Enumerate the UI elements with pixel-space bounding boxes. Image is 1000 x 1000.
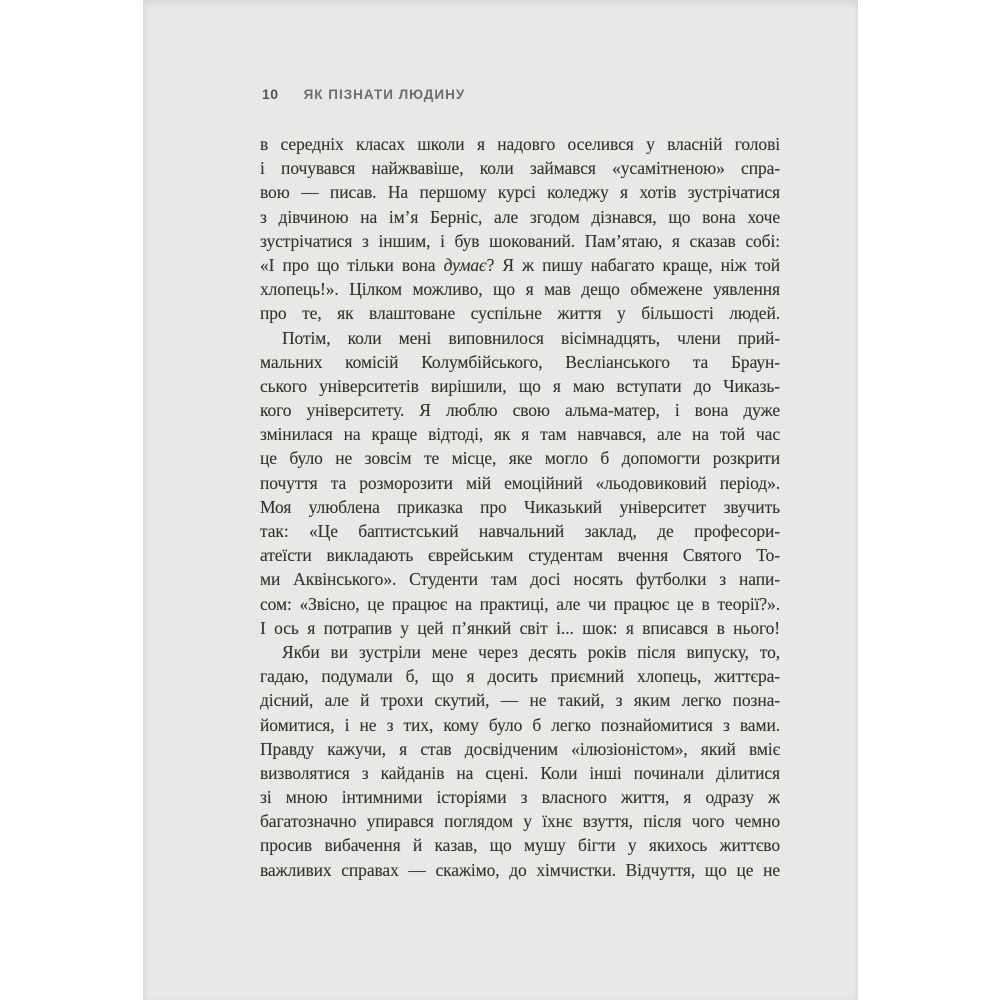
text-line: зустрічатися з іншим, і був шокований. Пам’ятаю, я сказав собі: xyxy=(260,230,780,251)
text-line: Правду кажучи, я став досвідченим «ілюзіоністом», який вміє xyxy=(260,738,780,759)
text-line: Потім, коли мені виповнилося вісімнадцять, члени прий- xyxy=(282,327,780,348)
text-line: це було не зовсім те місце, яке могло б допомогти розкрити xyxy=(260,448,780,469)
text-line: Моя улюблена приказка про Чиказький університет звучить xyxy=(260,496,780,517)
text-segment: «І про що тільки вона xyxy=(260,254,444,275)
text-line: і почувався найжвавіше, коли займався «усамітненою» спра- xyxy=(260,158,780,179)
running-title: ЯК ПІЗНАТИ ЛЮДИНУ xyxy=(303,87,466,102)
text-line: так: «Це баптистський навчальний заклад, де професори- xyxy=(260,521,780,541)
text-line: дісний, але й трохи скутий, — не такий, з яким легко позна- xyxy=(260,690,780,711)
paragraph-1 xyxy=(260,132,780,326)
text-line: ми Аквінського». Студенти там досі носять футболки з напи- xyxy=(260,569,780,590)
page-header xyxy=(262,86,465,102)
text-line: Якби ви зустріли мене через десять років після випуску, то, xyxy=(282,641,780,662)
text-line: кого університету. Я люблю свою альма-матер, і вона дуже xyxy=(260,400,780,421)
text-line: змінилася на краще відтоді, як я там навчався, але на той час xyxy=(260,424,780,445)
text-line xyxy=(260,253,780,277)
text-line: про те, як влаштоване суспільне життя у більшості людей. xyxy=(260,303,780,324)
text-line: атеїсти викладають єврейським студентам вчення Святого То- xyxy=(260,545,780,566)
text-line: гадаю, подумали б, що я досить приємний хлопець, життєра- xyxy=(260,666,780,687)
text-line: мальних комісій Колумбійського, Весліанського та Браун- xyxy=(260,351,780,372)
paragraph-3 xyxy=(260,640,780,882)
text-line: просив вибачення й казав, що мушу бігти у якихось життєво xyxy=(260,835,780,856)
text-line: ського університетів вирішили, що я маю вступати до Чиказь- xyxy=(260,375,780,396)
paragraph-2 xyxy=(260,326,780,640)
text-line: хлопець!». Цілком можливо, що я мав дещо обмежене уявлення xyxy=(260,279,780,300)
text-line: вою — писав. На першому курсі коледжу я хотів зустрічатися xyxy=(260,182,780,203)
body-text xyxy=(260,132,780,882)
text-line: сом: «Звісно, це працює на практиці, але чи працює це в теорії?». xyxy=(260,593,780,614)
text-line: в середніх класах школи я надовго оселився у власній голові xyxy=(260,134,780,154)
text-line: з дівчиною на ім’я Берніс, але згодом дізнався, що вона хоче xyxy=(260,206,780,227)
text-line: почуття та розморозити мій емоційний «льодовиковий період». xyxy=(260,472,780,493)
text-line: йомитися, і не з тих, кому було б легко познайомитися з вами. xyxy=(260,714,780,735)
text-line: визволятися з кайданів на сцені. Коли інші починали ділитися xyxy=(260,762,780,783)
book-page xyxy=(143,0,858,1000)
italic-word: думає xyxy=(443,254,487,275)
text-line: І ось я потрапив у цей п’янкий світ і... шок: я вписався в нього! xyxy=(260,617,780,638)
text-line: важливих справах — скажімо, до хімчистки. Відчуття, що це не xyxy=(260,859,780,880)
page-number: 10 xyxy=(262,86,279,102)
text-line: зі мною інтимними історіями з власного життя, я одразу ж xyxy=(260,787,780,808)
text-segment: ? Я ж пишу набагато краще, ніж той xyxy=(486,254,780,275)
text-line: багатозначно упирався поглядом у їхнє взуття, після чого чемно xyxy=(260,811,780,832)
